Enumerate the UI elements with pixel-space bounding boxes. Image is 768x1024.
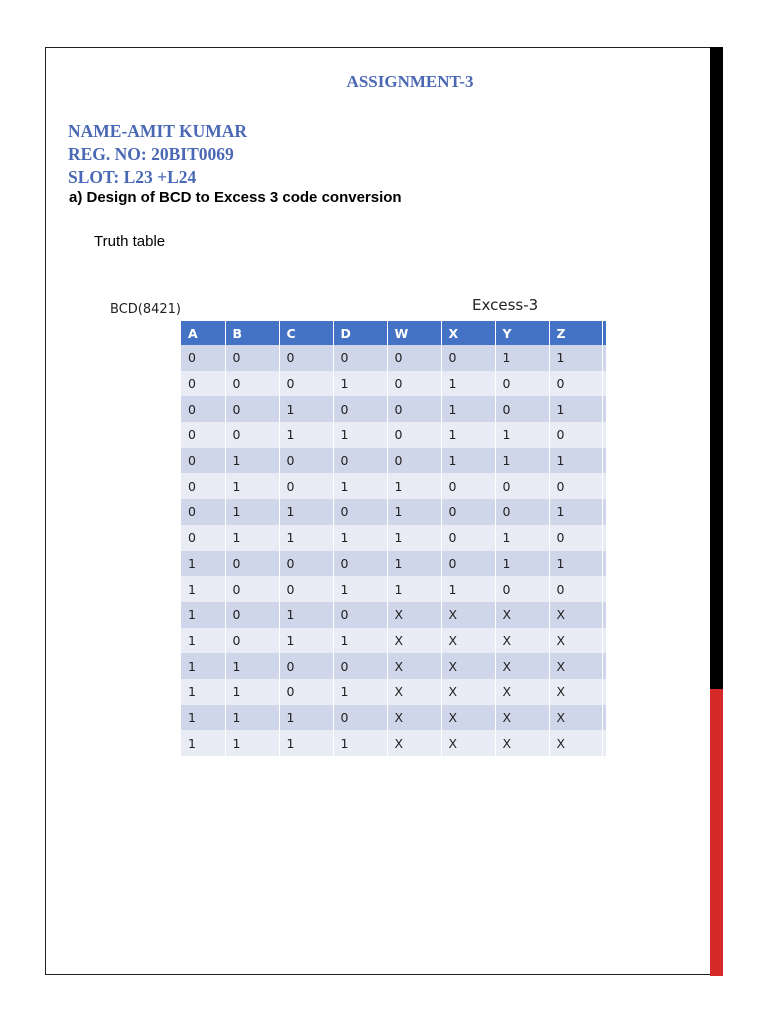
table-cell: 0 xyxy=(333,499,387,525)
table-cell: 1 xyxy=(181,730,225,756)
table-cell: 0 xyxy=(181,345,225,371)
table-cell: X xyxy=(549,653,602,679)
row-spacer xyxy=(602,653,606,679)
table-cell: 1 xyxy=(549,396,602,422)
table-cell: X xyxy=(387,730,441,756)
table-cell: 1 xyxy=(225,653,279,679)
table-cell: 0 xyxy=(549,371,602,397)
row-spacer xyxy=(602,705,606,731)
row-spacer xyxy=(602,371,606,397)
table-cell: 0 xyxy=(181,396,225,422)
table-cell: 1 xyxy=(333,371,387,397)
table-cell: 0 xyxy=(387,422,441,448)
table-cell: 1 xyxy=(279,422,333,448)
table-cell: X xyxy=(495,705,549,731)
table-cell: 0 xyxy=(333,448,387,474)
table-cell: 1 xyxy=(181,602,225,628)
table-cell: X xyxy=(441,602,495,628)
row-spacer xyxy=(602,576,606,602)
table-cell: 1 xyxy=(441,396,495,422)
assignment-title: ASSIGNMENT-3 xyxy=(346,72,474,91)
table-cell: 1 xyxy=(333,525,387,551)
table-cell: 0 xyxy=(441,525,495,551)
table-cell: X xyxy=(495,730,549,756)
table-cell: 1 xyxy=(279,602,333,628)
table-cell: 1 xyxy=(549,499,602,525)
truth-table xyxy=(181,321,607,756)
table-cell: 1 xyxy=(181,679,225,705)
table-cell: 1 xyxy=(495,345,549,371)
row-spacer xyxy=(602,525,606,551)
row-spacer xyxy=(602,473,606,499)
table-cell: 1 xyxy=(225,448,279,474)
table-cell: 1 xyxy=(549,551,602,577)
table-cell: 1 xyxy=(279,730,333,756)
table-cell: 0 xyxy=(441,499,495,525)
table-cell: 0 xyxy=(549,422,602,448)
table-cell: 1 xyxy=(495,422,549,448)
table-cell: 0 xyxy=(387,396,441,422)
table-cell: X xyxy=(441,679,495,705)
table-row xyxy=(181,679,606,705)
table-cell: X xyxy=(441,730,495,756)
table-cell: 0 xyxy=(279,448,333,474)
table-cell: X xyxy=(387,628,441,654)
table-row xyxy=(181,473,606,499)
table-cell: 0 xyxy=(387,448,441,474)
table-cell: 1 xyxy=(225,679,279,705)
table-cell: 0 xyxy=(387,345,441,371)
table-cell: 1 xyxy=(495,551,549,577)
row-spacer xyxy=(602,345,606,371)
table-cell: X xyxy=(495,602,549,628)
table-cell: X xyxy=(441,628,495,654)
header-cell: A xyxy=(181,321,225,345)
table-cell: 0 xyxy=(441,345,495,371)
table-row xyxy=(181,396,606,422)
table-cell: 0 xyxy=(225,576,279,602)
table-header-row xyxy=(181,321,606,345)
bcd-label: BCD(8421) xyxy=(110,302,182,317)
slot-info: SLOT: L23 +L24 xyxy=(68,167,197,187)
table-row xyxy=(181,705,606,731)
table-cell: 1 xyxy=(279,499,333,525)
table-row xyxy=(181,422,606,448)
table-cell: 1 xyxy=(225,705,279,731)
table-cell: 0 xyxy=(333,345,387,371)
table-cell: X xyxy=(549,628,602,654)
section-heading: a) Design of BCD to Excess 3 code conversion xyxy=(69,189,402,206)
table-cell: 1 xyxy=(181,705,225,731)
table-cell: 1 xyxy=(181,551,225,577)
table-cell: 1 xyxy=(279,396,333,422)
table-row xyxy=(181,602,606,628)
table-cell: 0 xyxy=(181,371,225,397)
table-cell: X xyxy=(387,705,441,731)
table-row xyxy=(181,371,606,397)
table-cell: 0 xyxy=(495,499,549,525)
table-cell: 1 xyxy=(279,628,333,654)
table-cell: 0 xyxy=(495,576,549,602)
student-name: NAME-AMIT KUMAR xyxy=(68,121,248,141)
table-cell: X xyxy=(549,705,602,731)
table-cell: 0 xyxy=(495,473,549,499)
table-cell: 0 xyxy=(279,371,333,397)
table-cell: 0 xyxy=(495,371,549,397)
table-cell: 1 xyxy=(333,679,387,705)
table-cell: 0 xyxy=(333,396,387,422)
table-cell: 0 xyxy=(549,525,602,551)
table-row xyxy=(181,628,606,654)
table-cell: X xyxy=(495,653,549,679)
table-cell: X xyxy=(495,628,549,654)
table-cell: 0 xyxy=(333,551,387,577)
table-cell: 1 xyxy=(387,576,441,602)
table-cell: 0 xyxy=(333,705,387,731)
side-bar-red xyxy=(710,689,723,976)
excess3-label: Excess-3 xyxy=(472,296,539,314)
header-cell: Z xyxy=(549,321,602,345)
table-cell: 1 xyxy=(387,473,441,499)
table-cell: 0 xyxy=(387,371,441,397)
table-cell: 1 xyxy=(495,525,549,551)
table-cell: 1 xyxy=(225,730,279,756)
table-cell: 1 xyxy=(441,371,495,397)
row-spacer xyxy=(602,730,606,756)
table-cell: X xyxy=(549,602,602,628)
table-cell: 0 xyxy=(225,396,279,422)
table-cell: 0 xyxy=(225,602,279,628)
table-cell: 1 xyxy=(333,422,387,448)
table-cell: 0 xyxy=(333,602,387,628)
table-cell: 1 xyxy=(181,653,225,679)
table-cell: 0 xyxy=(549,473,602,499)
table-row xyxy=(181,525,606,551)
table-cell: 1 xyxy=(181,576,225,602)
table-cell: 1 xyxy=(279,525,333,551)
table-cell: 1 xyxy=(333,473,387,499)
header-cell: D xyxy=(333,321,387,345)
table-cell: X xyxy=(387,653,441,679)
table-cell: 0 xyxy=(225,345,279,371)
table-cell: 1 xyxy=(225,473,279,499)
table-cell: 1 xyxy=(387,551,441,577)
table-cell: 0 xyxy=(225,551,279,577)
table-cell: 0 xyxy=(181,422,225,448)
table-cell: 1 xyxy=(181,628,225,654)
table-cell: 1 xyxy=(549,345,602,371)
table-cell: 0 xyxy=(441,473,495,499)
table-cell: 0 xyxy=(181,499,225,525)
row-spacer xyxy=(602,499,606,525)
table-cell: 1 xyxy=(279,705,333,731)
table-row xyxy=(181,576,606,602)
header-cell: C xyxy=(279,321,333,345)
table-cell: 1 xyxy=(387,525,441,551)
row-spacer xyxy=(602,628,606,654)
row-spacer xyxy=(602,602,606,628)
table-cell: 0 xyxy=(279,345,333,371)
table-row xyxy=(181,551,606,577)
table-cell: 0 xyxy=(333,653,387,679)
table-row xyxy=(181,653,606,679)
table-cell: 0 xyxy=(495,396,549,422)
table-cell: 1 xyxy=(441,448,495,474)
side-bar-black xyxy=(710,47,723,689)
table-cell: 0 xyxy=(279,679,333,705)
table-cell: 0 xyxy=(181,473,225,499)
table-cell: 0 xyxy=(279,473,333,499)
table-cell: 1 xyxy=(225,525,279,551)
table-cell: 1 xyxy=(387,499,441,525)
table-cell: 0 xyxy=(279,653,333,679)
table-cell: 0 xyxy=(181,448,225,474)
table-cell: X xyxy=(549,730,602,756)
table-cell: 0 xyxy=(225,628,279,654)
table-row xyxy=(181,730,606,756)
header-cell: W xyxy=(387,321,441,345)
table-cell: X xyxy=(549,679,602,705)
table-cell: 0 xyxy=(279,576,333,602)
truth-table-caption: Truth table xyxy=(94,233,166,250)
table-cell: 0 xyxy=(549,576,602,602)
table-row xyxy=(181,499,606,525)
registration-number: REG. NO: 20BIT0069 xyxy=(68,144,234,164)
table-cell: 1 xyxy=(441,576,495,602)
table-cell: 0 xyxy=(279,551,333,577)
table-cell: X xyxy=(387,602,441,628)
row-spacer xyxy=(602,448,606,474)
table-cell: X xyxy=(387,679,441,705)
table-cell: 1 xyxy=(549,448,602,474)
row-spacer xyxy=(602,679,606,705)
table-cell: 1 xyxy=(441,422,495,448)
table-cell: 1 xyxy=(333,628,387,654)
table-cell: 0 xyxy=(441,551,495,577)
table-cell: X xyxy=(441,705,495,731)
header-cell: B xyxy=(225,321,279,345)
table-cell: X xyxy=(441,653,495,679)
header-cell: X xyxy=(441,321,495,345)
table-cell: 0 xyxy=(225,371,279,397)
table-cell: 1 xyxy=(225,499,279,525)
table-cell: X xyxy=(495,679,549,705)
table-cell: 1 xyxy=(495,448,549,474)
table-cell: 1 xyxy=(333,730,387,756)
row-spacer xyxy=(602,551,606,577)
table-cell: 0 xyxy=(225,422,279,448)
table-row xyxy=(181,448,606,474)
row-spacer xyxy=(602,396,606,422)
header-spacer xyxy=(602,321,606,345)
table-cell: 0 xyxy=(181,525,225,551)
row-spacer xyxy=(602,422,606,448)
table-cell: 1 xyxy=(333,576,387,602)
header-cell: Y xyxy=(495,321,549,345)
table-row xyxy=(181,345,606,371)
